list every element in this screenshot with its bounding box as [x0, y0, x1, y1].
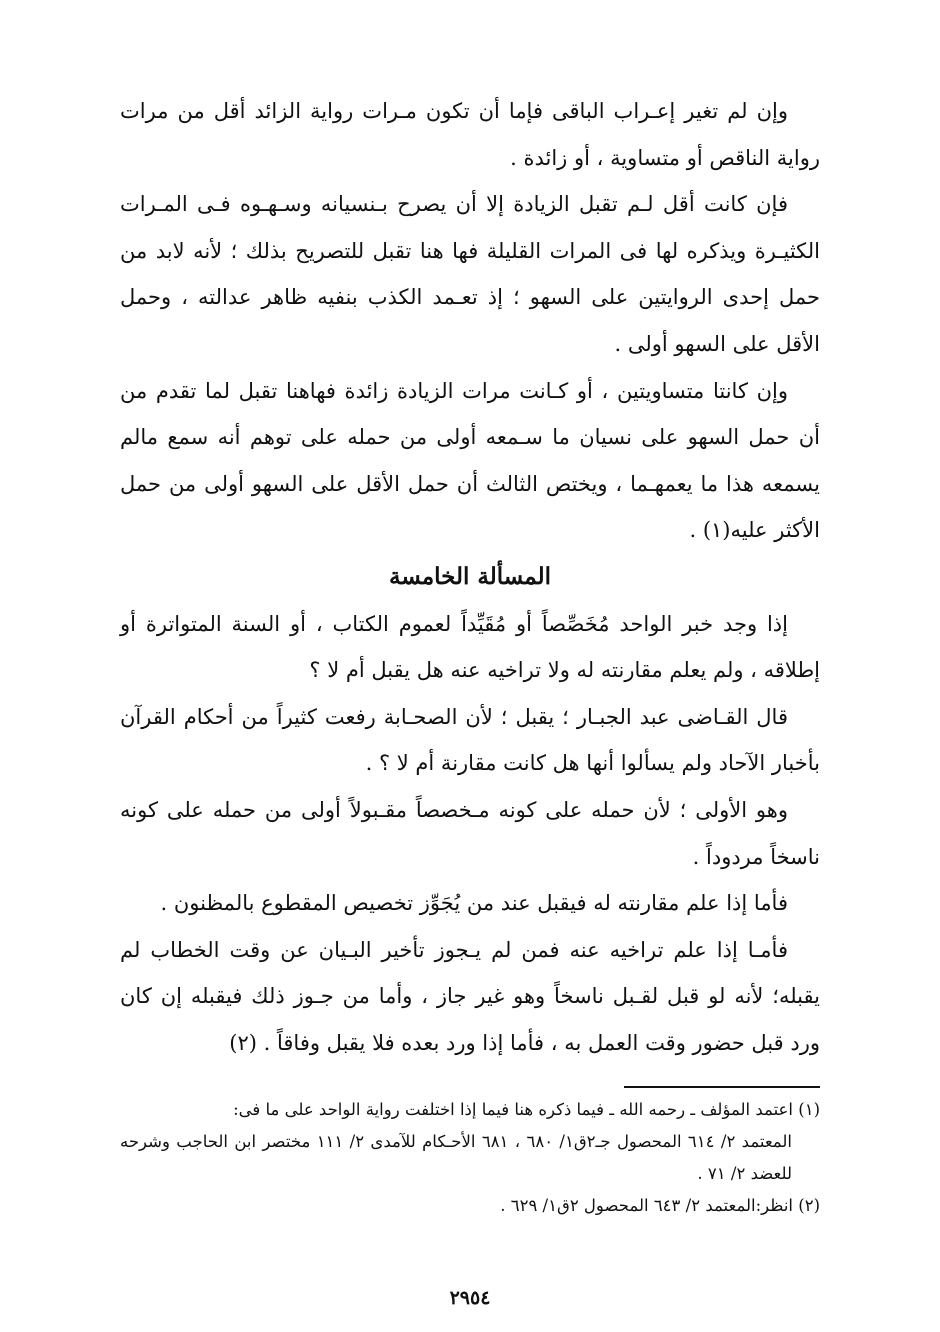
- main-text: [120, 88, 820, 1066]
- paragraph-text: فأمـا إذا علم تراخيه عنه فمن لم يـجوز تأخير البـيان عن وقت الخطاب لم يقبله؛ لأنه لو قبل لقـبل ناسخاً وهو غير جاز ، وأما من جـوز ذلك فيقبله إن كان ورد قبل حضور وقت العمل به ، فأما إذا ورد بعده فلا يقبل وفاقاً .: [120, 937, 820, 1055]
- paragraph: إذا وجد خبر الواحد مُخَصِّصاً أو مُقَيِّداً لعموم الكتاب ، أو السنة المتواترة أو إطلاقه ، ولم يعلم مقارنته له ولا تراخيه عنه هل يقبل أم لا ؟: [120, 611, 820, 683]
- paragraph-end: .: [689, 518, 703, 543]
- footnote-1: (١) اعتمد المؤلف ـ رحمه الله ـ فيما ذكره هنا فيما إذا اختلفت رواية الواحد على ما فى:: [233, 1100, 820, 1119]
- page-number: ٢٩٥٤: [449, 1287, 491, 1309]
- paragraph: وإن لم تغير إعـراب الباقى فإما أن تكون مـرات رواية الزائد أقل من مرات رواية الناقص أو متساوية ، أو زائدة .: [120, 99, 820, 170]
- paragraph: فأما إذا علم مقارنته له فيقبل عند من يُجَوِّز تخصيص المقطوع بالمظنون .: [160, 891, 788, 916]
- paragraph-text: وإن كانتا متساويتين ، أو كـانت مرات الزيادة زائدة فهاهنا تقبل لما تقدم من أن حمل السهو على نسيان ما سـمعه أولى من حمله على توهم أنه سمع مالم يسمعه هذا ما يعمهـما ، ويختص الثالث أن حمل الأقل على السهو أولى من حمل الأكثر عليه: [120, 378, 820, 543]
- footnote-2: (٢) انظر:المعتمد ٢/ ٦٤٣ المحصول ٢ق١/ ٦٢٩ .: [500, 1196, 820, 1215]
- paragraph: قال القـاضى عبد الجبـار ؛ يقبل ؛ لأن الصحـابة رفعت كثيراً من أحكام القرآن بأخبار الآحاد ولم يسألوا أنها هل كانت مقارنة أم لا ؟ .: [120, 704, 820, 776]
- footnote-ref: (١): [702, 518, 731, 543]
- paragraph: [120, 368, 820, 554]
- section-heading: المسألة الخامسة: [389, 562, 551, 590]
- paragraph: فإن كانت أقل لـم تقبل الزيادة إلا أن يصرح بـنسيانه وسـهـوه فـى المـرات الكثيـرة ويذكره لها فى المرات القليلة فها هنا تقبل للتصريح بذلك ؛ لأنه لابد من حمل إحدى الروايتين على السهو ؛ إذ تعـمد الكذب بنفيه ظاهر عدالته ، وحمل الأقل على السهو أولى .: [120, 192, 820, 356]
- footnote-1-references: المعتمد ٢/ ٦١٤ المحصول جـ٢ق١/ ٦٨٠ ، ٦٨١ الأحـكام للآمدى ٢/ ١١١ مختصر ابن الحاجب وشرحه للعضد ٢/ ٧١ .: [120, 1132, 792, 1183]
- footnote-ref: (٢): [229, 1030, 257, 1055]
- footnote-divider: [624, 1086, 820, 1088]
- paragraph: [120, 927, 820, 1067]
- paragraph: وهو الأولى ؛ لأن حمله على كونه مـخصصاً مقـبولاً أولى من حمله على كونه ناسخاً مردوداً .: [120, 797, 820, 869]
- footnotes: [120, 1094, 820, 1222]
